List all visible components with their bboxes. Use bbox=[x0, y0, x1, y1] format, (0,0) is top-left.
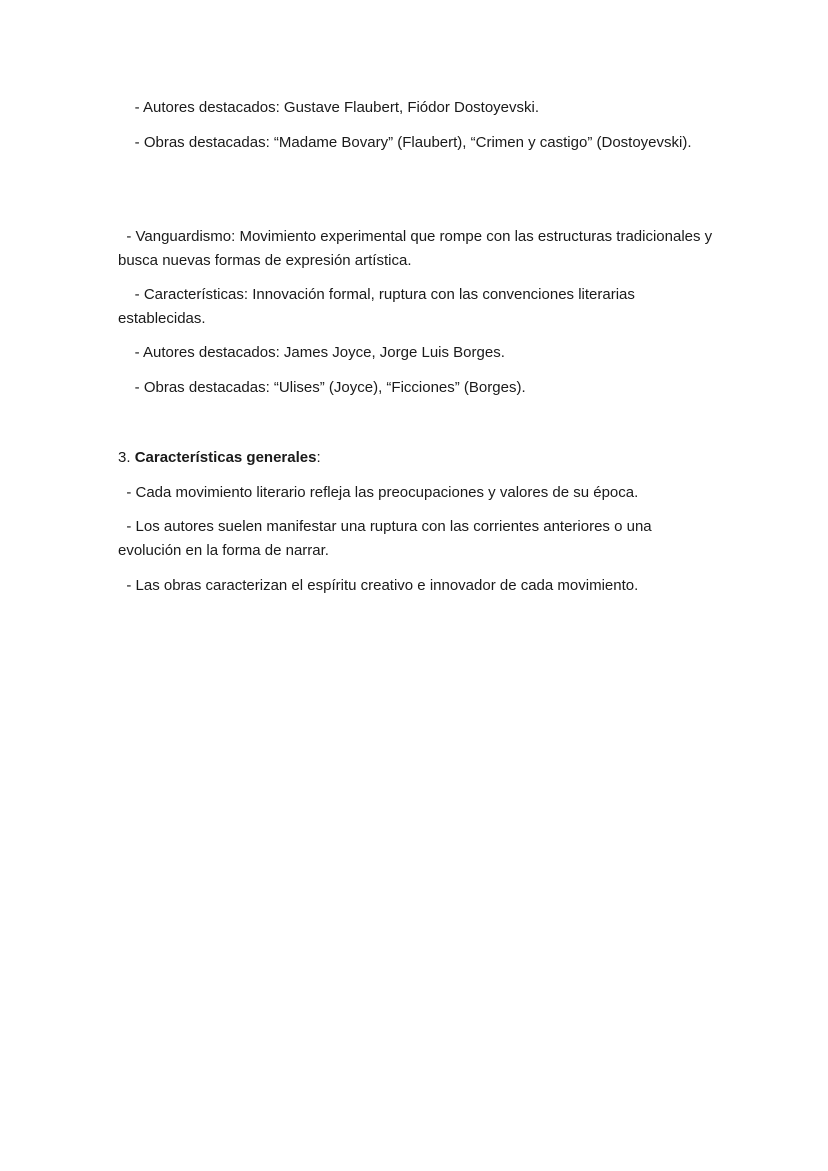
section-3-number: 3. bbox=[118, 449, 135, 466]
section-3-item-3: - Las obras caracterizan el espíritu creativo e innovador de cada movimiento. bbox=[118, 577, 639, 594]
paragraph-autores-realismo: - Autores destacados: Gustave Flaubert, Fiódor Dostoyevski. bbox=[118, 99, 540, 116]
section-3-item-1: - Cada movimiento literario refleja las preocupaciones y valores de su época. bbox=[118, 484, 639, 501]
paragraph-vanguardismo-caracteristicas: - Características: Innovación formal, ruptura con las convenciones literarias establecidas. bbox=[118, 286, 640, 327]
paragraph-obras-realismo: - Obras destacadas: “Madame Bovary” (Flaubert), “Crimen y castigo” (Dostoyevski). bbox=[118, 134, 692, 151]
paragraph-vanguardismo-intro: - Vanguardismo: Movimiento experimental que rompe con las estructuras tradicionales y busca nuevas formas de expresión artística. bbox=[118, 228, 717, 269]
section-3-colon: : bbox=[316, 449, 321, 466]
section-3-heading bbox=[118, 446, 718, 470]
paragraph-vanguardismo-autores: - Autores destacados: James Joyce, Jorge Luis Borges. bbox=[118, 344, 505, 361]
section-3-title: Características generales bbox=[134, 449, 317, 466]
paragraph-vanguardismo-obras: - Obras destacadas: “Ulises” (Joyce), “Ficciones” (Borges). bbox=[118, 379, 526, 396]
section-3-item-2: - Los autores suelen manifestar una ruptura con las corrientes anteriores o una evolución en la forma de narrar. bbox=[118, 518, 656, 559]
